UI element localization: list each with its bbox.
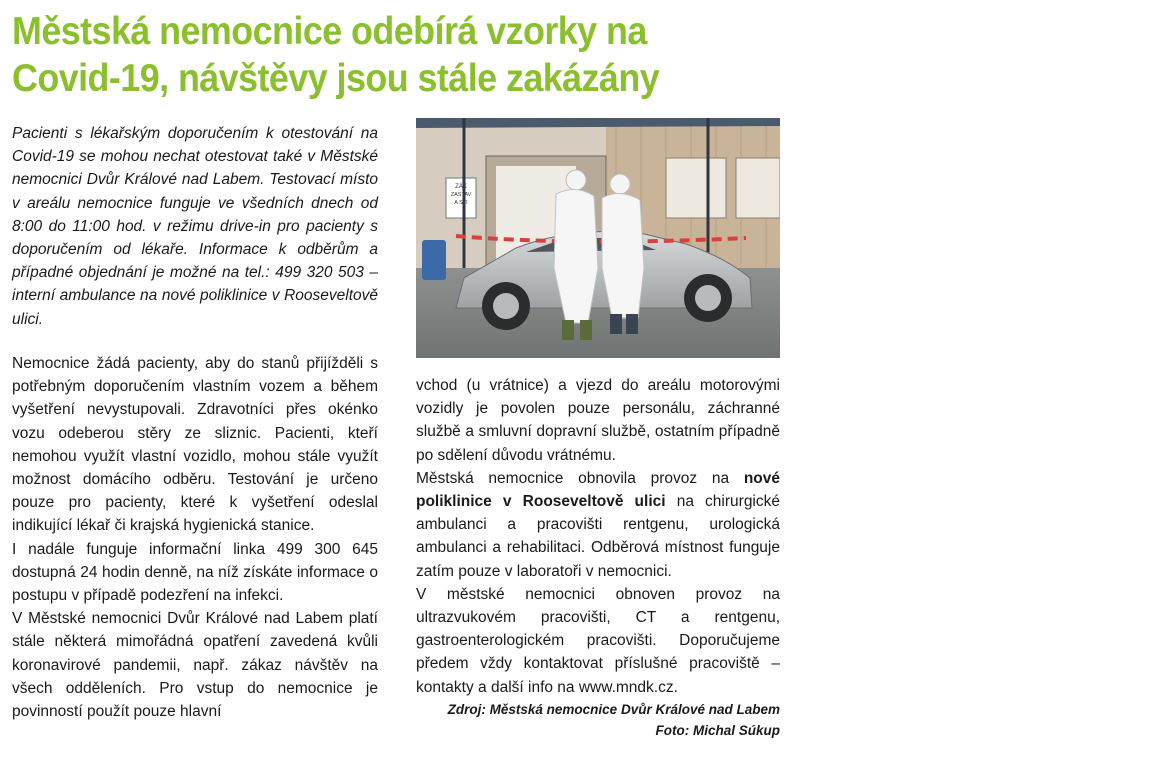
paragraph: Nemocnice žádá pacienty, aby do stanů přijížděli s potřebným doporučením vlastním vozem a během vyšetření nevystupovali. Zdravotníci přes okénko vozu odeberou stěry ze sliznic. Pacienti, kteří nemohou využít vlastní vozidlo, mohou stále využít možnost domácího odběru. Testování je určeno pouze pro pacienty, které k vyšetření odeslal indikující lékař či krajská hygienická stanice. bbox=[12, 355, 378, 535]
source-credit: Zdroj: Městská nemocnice Dvůr Králové nad Labem bbox=[447, 701, 780, 717]
paragraph: vchod (u vrátnice) a vjezd do areálu motorovými vozidly je povolen pouze personálu, záchranné službě a smluvní dopravní službě, ostatním případně po sdělení důvodu vrátnému. bbox=[416, 377, 780, 464]
article-title: Městská nemocnice odebírá vzorky na Covid-19, návštěvy jsou stále zakázány bbox=[12, 10, 660, 100]
article-photo bbox=[416, 118, 780, 358]
covid-testing-photo bbox=[416, 118, 780, 358]
left-column bbox=[12, 352, 378, 723]
bold-location: nové poliklinice v Rooseveltově ulici bbox=[416, 469, 780, 511]
intro-text: Pacienti s lékařským doporučením k otestování na Covid-19 se mohou nechat otestovat také v Městské nemocnici Dvůr Králové nad Labem. Testovací místo v areálu nemocnice funguje ve všedních dnech od 8:00 do 11:00 hod. v režimu drive-in pro pacienty s doporučením od lékaře. Informace k odběrům a případné objednání je možné na tel.: 499 320 503 – interní ambulance na nové poliklinice v Rooseveltově ulici. bbox=[12, 125, 378, 328]
article-intro bbox=[12, 122, 378, 331]
paragraph-text: na chirurgické ambulanci a pracovišti rentgenu, urologická ambulanci a rehabilitaci. Odběrová místnost funguje zatím pouze v laboratoři v nemocnici. bbox=[416, 493, 780, 580]
paragraph-text: Městská nemocnice obnovila provoz na bbox=[416, 469, 744, 487]
sign-text: ZÁK bbox=[455, 184, 467, 190]
svg-text:ZASTAV: ZASTAV bbox=[450, 192, 472, 198]
photo-credit: Foto: Michal Súkup bbox=[655, 722, 780, 738]
right-column bbox=[416, 374, 780, 741]
paragraph: I nadále funguje informační linka 499 300 645 dostupná 24 hodin denně, na níž získáte informace o postupu v případě podezření na infekci. bbox=[12, 540, 378, 605]
paragraph: V městské nemocnici obnoven provoz na ultrazvukovém pracovišti, CT a rentgenu, gastroenterologickém pracovišti. Doporučujeme předem vždy kontaktovat příslušné pracoviště – kontakty a další info na www.mndk.cz. bbox=[416, 585, 780, 696]
svg-text:A STI: A STI bbox=[454, 200, 468, 206]
paragraph: V Městské nemocnici Dvůr Králové nad Labem platí stále některá mimořádná opatření zavedená kvůli koronavirové pandemii, např. zákaz návštěv na všech odděleních. Pro vstup do nemocnice je povinností použít pouze hlavní bbox=[12, 610, 378, 721]
paragraph bbox=[416, 467, 780, 583]
